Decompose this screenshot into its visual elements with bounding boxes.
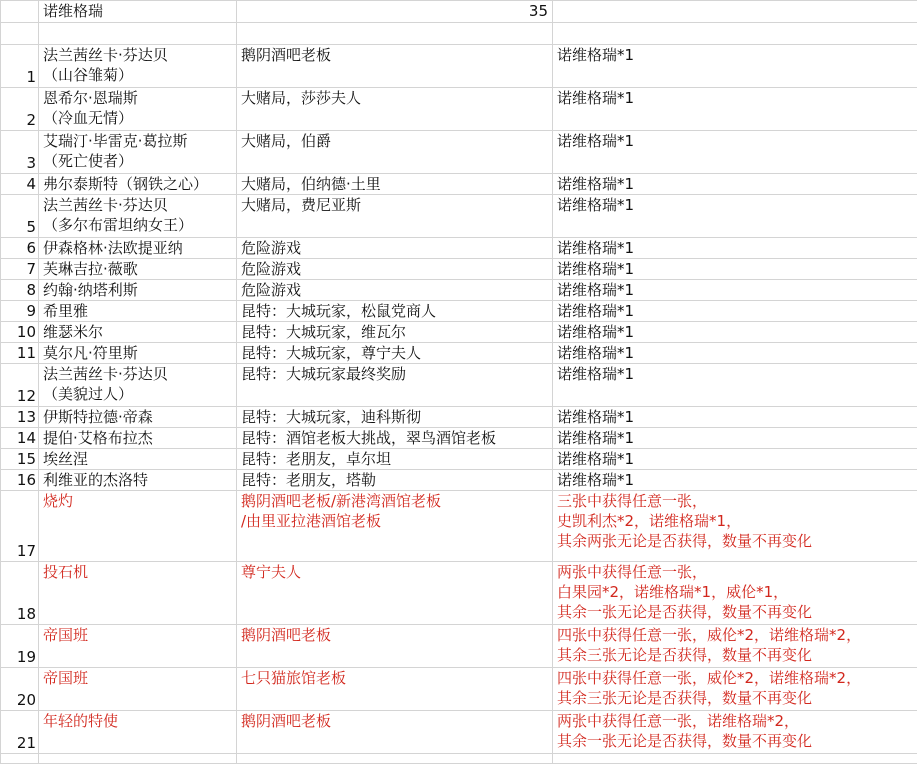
- row-number[interactable]: 10: [1, 322, 39, 343]
- table-row: [1, 131, 917, 174]
- row-number[interactable]: 6: [1, 238, 39, 259]
- cell-note[interactable]: 诺维格瑞*1: [553, 470, 917, 491]
- row-number[interactable]: 4: [1, 174, 39, 195]
- table-row: [1, 301, 917, 322]
- table-row: [1, 428, 917, 449]
- cell-source[interactable]: 大赌局，莎莎夫人: [237, 88, 553, 131]
- row-number[interactable]: 11: [1, 343, 39, 364]
- cell-card-name[interactable]: 艾瑞汀·毕雷克·葛拉斯 （死亡使者）: [39, 131, 237, 174]
- cell-note[interactable]: 诺维格瑞*1: [553, 280, 917, 301]
- cell-note[interactable]: 诺维格瑞*1: [553, 428, 917, 449]
- cell-source[interactable]: 鹅阴酒吧老板: [237, 711, 553, 754]
- cell-empty[interactable]: [1, 23, 39, 45]
- cell-source[interactable]: 昆特：大城玩家，迪科斯彻: [237, 407, 553, 428]
- cell-source[interactable]: 大赌局，伯纳德·土里: [237, 174, 553, 195]
- cell-card-name[interactable]: 伊森格林·法欧提亚纳: [39, 238, 237, 259]
- cell-note[interactable]: 两张中获得任意一张，诺维格瑞*2， 其余一张无论是否获得，数量不再变化: [553, 711, 917, 754]
- table-row: [1, 407, 917, 428]
- cell-note[interactable]: 诺维格瑞*1: [553, 259, 917, 280]
- row-number[interactable]: 2: [1, 88, 39, 131]
- cell-source[interactable]: 昆特：大城玩家，松鼠党商人: [237, 301, 553, 322]
- row-number[interactable]: 9: [1, 301, 39, 322]
- cell-region-name[interactable]: 诺维格瑞: [39, 1, 237, 23]
- cell-empty[interactable]: [553, 1, 917, 23]
- cell-empty[interactable]: [39, 754, 237, 764]
- cell-empty[interactable]: [39, 23, 237, 45]
- table-row: [1, 449, 917, 470]
- table-row-partial: [1, 754, 917, 764]
- cell-source[interactable]: 危险游戏: [237, 259, 553, 280]
- table-row: [1, 259, 917, 280]
- cell-source[interactable]: 昆特：老朋友，卓尔坦: [237, 449, 553, 470]
- cell-source[interactable]: 大赌局，伯爵: [237, 131, 553, 174]
- table-row: [1, 88, 917, 131]
- row-number[interactable]: 13: [1, 407, 39, 428]
- row-number[interactable]: 3: [1, 131, 39, 174]
- cell-note[interactable]: 诺维格瑞*1: [553, 174, 917, 195]
- cell-card-name[interactable]: 帝国班: [39, 668, 237, 711]
- row-number[interactable]: 7: [1, 259, 39, 280]
- cell-card-name[interactable]: 法兰茜丝卡·芬达贝 （多尔布雷坦纳女王）: [39, 195, 237, 238]
- cell-card-name[interactable]: 芙琳吉拉·薇歌: [39, 259, 237, 280]
- cell-note[interactable]: 诺维格瑞*1: [553, 407, 917, 428]
- cell-card-name[interactable]: 烧灼: [39, 491, 237, 562]
- cell-empty[interactable]: [1, 1, 39, 23]
- cell-note[interactable]: 诺维格瑞*1: [553, 449, 917, 470]
- table-row: [1, 668, 917, 711]
- row-number[interactable]: 20: [1, 668, 39, 711]
- cell-note[interactable]: 四张中获得任意一张，威伦*2，诺维格瑞*2， 其余三张无论是否获得，数量不再变化: [553, 625, 917, 668]
- cell-note[interactable]: 诺维格瑞*1: [553, 88, 917, 131]
- cell-source[interactable]: 昆特：老朋友，塔勒: [237, 470, 553, 491]
- cell-note[interactable]: 两张中获得任意一张， 白果园*2，诺维格瑞*1，威伦*1， 其余一张无论是否获得，数量不再变化: [553, 562, 917, 625]
- row-number[interactable]: 15: [1, 449, 39, 470]
- cell-source[interactable]: 危险游戏: [237, 238, 553, 259]
- cell-note[interactable]: 诺维格瑞*1: [553, 301, 917, 322]
- cell-source[interactable]: 昆特：大城玩家最终奖励: [237, 364, 553, 407]
- cell-card-name[interactable]: 提伯·艾格布拉杰: [39, 428, 237, 449]
- cell-source[interactable]: 尊宁夫人: [237, 562, 553, 625]
- cell-source[interactable]: 昆特：酒馆老板大挑战，翠鸟酒馆老板: [237, 428, 553, 449]
- row-number[interactable]: 19: [1, 625, 39, 668]
- table-row: [1, 625, 917, 668]
- cell-card-name[interactable]: 约翰·纳塔利斯: [39, 280, 237, 301]
- table-row: [1, 491, 917, 562]
- table-row: [1, 45, 917, 88]
- cell-card-name[interactable]: 弗尔泰斯特（钢铁之心）: [39, 174, 237, 195]
- table-row: [1, 195, 917, 238]
- cell-card-name[interactable]: 恩希尔·恩瑞斯 （冷血无情）: [39, 88, 237, 131]
- table-row: [1, 562, 917, 625]
- table-row: [1, 343, 917, 364]
- cell-empty[interactable]: [1, 754, 39, 764]
- cell-card-name[interactable]: 法兰茜丝卡·芬达贝 （山谷雏菊）: [39, 45, 237, 88]
- cell-card-name[interactable]: 希里雅: [39, 301, 237, 322]
- table-row-header: [1, 1, 917, 23]
- cell-card-name[interactable]: 伊斯特拉德·帝森: [39, 407, 237, 428]
- cell-source[interactable]: 大赌局，费尼亚斯: [237, 195, 553, 238]
- cell-empty[interactable]: [553, 23, 917, 45]
- cell-empty[interactable]: [237, 23, 553, 45]
- cell-note[interactable]: 诺维格瑞*1: [553, 131, 917, 174]
- row-number[interactable]: 8: [1, 280, 39, 301]
- table-row: [1, 322, 917, 343]
- cell-source[interactable]: 昆特：大城玩家，维瓦尔: [237, 322, 553, 343]
- cell-empty[interactable]: [553, 754, 917, 764]
- cell-card-name[interactable]: 利维亚的杰洛特: [39, 470, 237, 491]
- cell-note[interactable]: 诺维格瑞*1: [553, 322, 917, 343]
- table-row: [1, 364, 917, 407]
- cell-card-name[interactable]: 埃丝涅: [39, 449, 237, 470]
- cell-source[interactable]: 鹅阴酒吧老板/新港湾酒馆老板 /由里亚拉港酒馆老板: [237, 491, 553, 562]
- cell-source[interactable]: 昆特：大城玩家，尊宁夫人: [237, 343, 553, 364]
- cell-note[interactable]: 诺维格瑞*1: [553, 343, 917, 364]
- table-row: [1, 280, 917, 301]
- cell-source[interactable]: 鹅阴酒吧老板: [237, 45, 553, 88]
- row-number[interactable]: 17: [1, 491, 39, 562]
- cell-card-name[interactable]: 投石机: [39, 562, 237, 625]
- cell-card-name[interactable]: 维瑟米尔: [39, 322, 237, 343]
- cell-note[interactable]: 诺维格瑞*1: [553, 45, 917, 88]
- table-row: [1, 711, 917, 754]
- cell-card-name[interactable]: 法兰茜丝卡·芬达贝 （美貌过人）: [39, 364, 237, 407]
- row-number[interactable]: 12: [1, 364, 39, 407]
- row-number[interactable]: 5: [1, 195, 39, 238]
- cell-note[interactable]: 诺维格瑞*1: [553, 364, 917, 407]
- table-row-blank: [1, 23, 917, 45]
- row-number[interactable]: 14: [1, 428, 39, 449]
- table-row: [1, 174, 917, 195]
- cell-empty[interactable]: [237, 754, 553, 764]
- row-number[interactable]: 18: [1, 562, 39, 625]
- row-number[interactable]: 1: [1, 45, 39, 88]
- cell-note[interactable]: 诺维格瑞*1: [553, 195, 917, 238]
- cell-card-name[interactable]: 帝国班: [39, 625, 237, 668]
- cell-note[interactable]: 四张中获得任意一张，威伦*2，诺维格瑞*2， 其余三张无论是否获得，数量不再变化: [553, 668, 917, 711]
- cell-card-name[interactable]: 年轻的特使: [39, 711, 237, 754]
- cell-region-count[interactable]: 35: [237, 1, 553, 23]
- row-number[interactable]: 16: [1, 470, 39, 491]
- table-row: [1, 238, 917, 259]
- cell-source[interactable]: 七只猫旅馆老板: [237, 668, 553, 711]
- cell-source[interactable]: 鹅阴酒吧老板: [237, 625, 553, 668]
- cell-card-name[interactable]: 莫尔凡·符里斯: [39, 343, 237, 364]
- cell-source[interactable]: 危险游戏: [237, 280, 553, 301]
- cell-note[interactable]: 诺维格瑞*1: [553, 238, 917, 259]
- cell-note[interactable]: 三张中获得任意一张， 史凯利杰*2，诺维格瑞*1， 其余两张无论是否获得，数量不再变化: [553, 491, 917, 562]
- table-row: [1, 470, 917, 491]
- row-number[interactable]: 21: [1, 711, 39, 754]
